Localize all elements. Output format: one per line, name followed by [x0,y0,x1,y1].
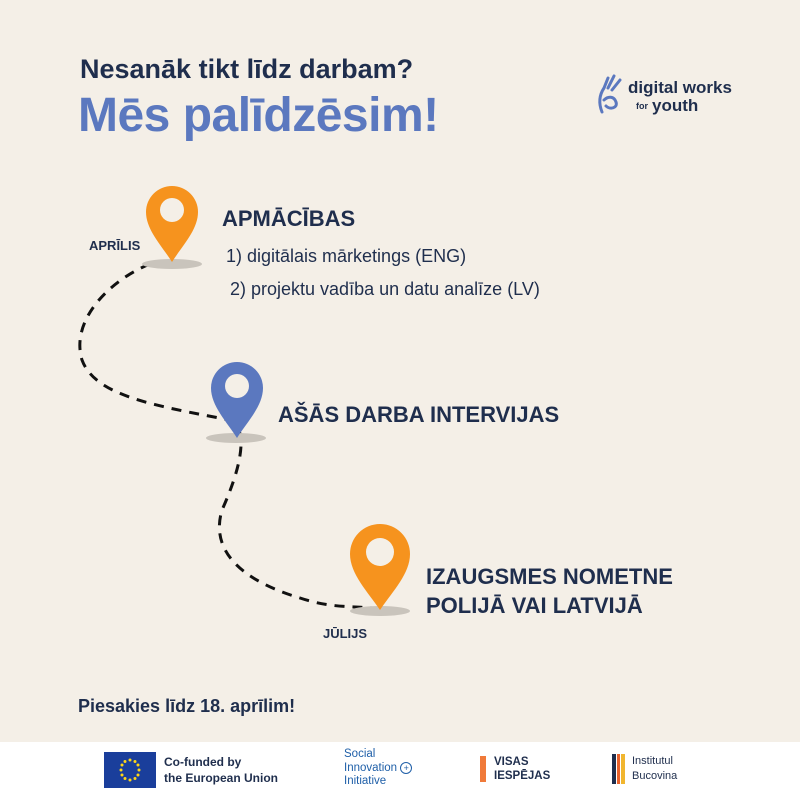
bucovina-line2: Bucovina [632,770,678,782]
visas-line1: VISAS [494,756,529,768]
stage-title: AŠĀS DARBA INTERVIJAS [278,402,560,427]
month-label: APRĪLIS [89,238,141,253]
logo-line1: digital works [628,78,732,97]
stage-title: APMĀCĪBAS [222,206,356,231]
eu-line1: Co-funded by [164,755,242,769]
location-pin-icon [211,362,263,438]
location-pin-icon [146,186,198,262]
visas-line2: IESPĒJAS [494,770,551,782]
sii-line2: Innovation [344,761,398,774]
stage-title-line2: POLIJĀ VAI LATVIJĀ [426,593,643,618]
sii-line3: Initiative [344,775,387,787]
visas-iespejas-logo [494,755,550,783]
logo-line3: youth [652,96,699,115]
visas-iespejas-bar-icon [480,756,486,782]
eu-line2: the European Union [164,771,278,785]
stage-item: 2) projektu vadība un datu analīze (LV) [230,279,540,299]
bucovina-line1: Institutul [632,755,673,767]
deadline-text: Piesakies līdz 18. aprīlim! [78,696,296,716]
stage-title-line1: IZAUGSMES NOMETNE [426,564,673,589]
eu-flag-icon [104,752,156,788]
bucovina-logo [632,754,677,784]
footer-logos [0,742,800,800]
plus-circle-icon: + [400,762,412,774]
headline: Mēs palīdzēsim! [78,89,439,142]
month-label: JŪLIJS [323,626,368,641]
subtitle: Nesanāk tikt līdz darbam? [80,54,414,84]
stage-item: 1) digitālais mārketings (ENG) [226,246,467,266]
social-innovation-logo [344,748,412,789]
bucovina-logo-icon [612,750,626,788]
location-pin-icon [350,524,410,610]
logo-line2: for [636,101,648,111]
sii-line1: Social [344,748,376,760]
